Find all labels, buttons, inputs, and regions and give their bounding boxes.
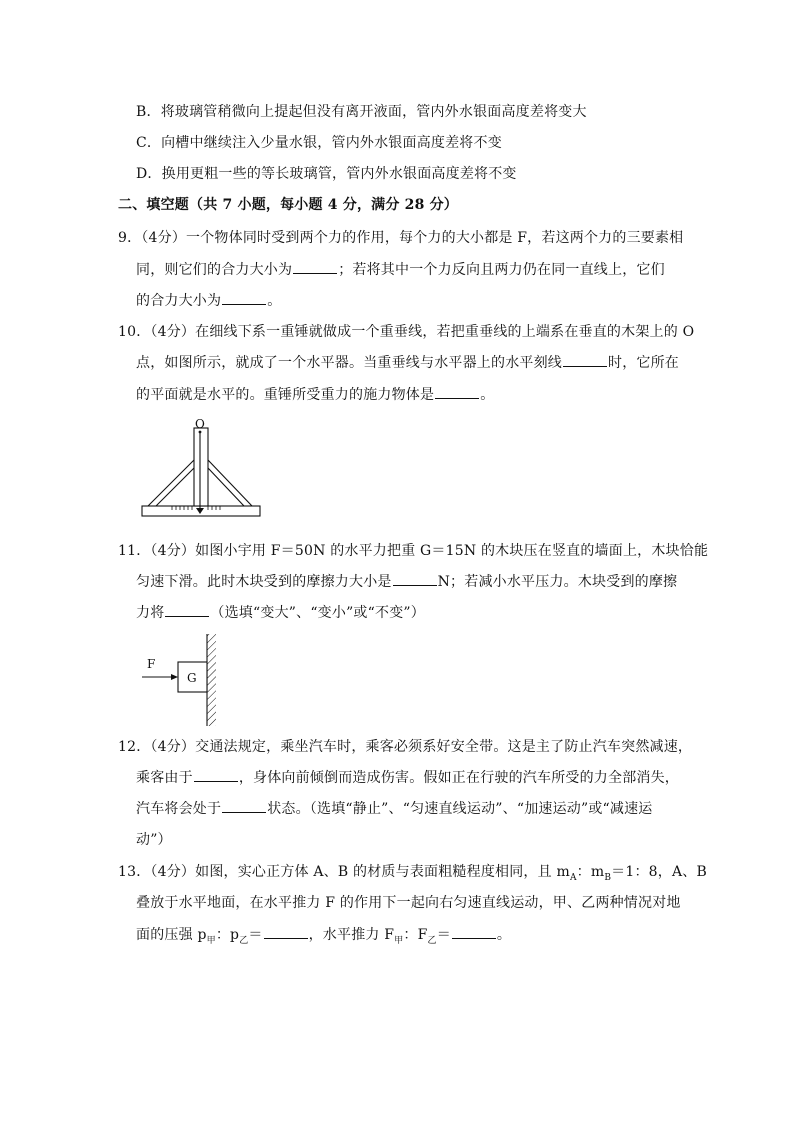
answer-blank [293, 260, 337, 274]
q10-text: 点，如图所示，就成了一个水平器。当重垂线与水平器上的水平刻线 [136, 355, 562, 371]
option-d: D．换用更粗一些的等长玻璃管，管内外水银面高度差将不变 [136, 166, 517, 182]
q9-text: ；若将其中一个力反向且两力仍在同一直线上，它们 [338, 262, 665, 278]
vertical-post [194, 428, 208, 506]
q13-sub: 乙 [239, 935, 249, 946]
q13-line2: 叠放于水平地面，在水平推力 F 的作用下一起向右匀速直线运动，甲、乙两种情况对地 [136, 895, 681, 911]
q13-sub: 乙 [427, 935, 437, 946]
q10-line1: 10．（4分）在细线下系一重锤就做成一个重垂线，若把重垂线的上端系在垂直的木架上的 O [118, 324, 695, 340]
q13-line1 [118, 862, 707, 888]
q9-line2 [136, 260, 665, 280]
answer-blank [194, 768, 238, 782]
q10-line3 [136, 385, 494, 405]
wall [207, 634, 216, 726]
q10-text: 的平面就是水平的。重锤所受重力的施力物体是 [136, 387, 435, 403]
level-figure [140, 418, 265, 522]
option-b: B．将玻璃管稍微向上提起但没有离开液面，管内外水银面高度差将变大 [136, 104, 587, 120]
q11-line1: 11．（4分）如图小宇用 F＝50N 的水平力把重 G＝15N 的木块压在竖直的墙面上，木块恰能 [118, 543, 709, 559]
q12-text: ，身体向前倾倒而造成伤害。假如正在行驶的汽车所受的力全部消失， [238, 770, 680, 786]
q13-text: ＝ [436, 927, 451, 943]
answer-blank [222, 799, 266, 813]
q9-text: 同，则它们的合力大小为 [136, 262, 293, 278]
q13-sub: A [569, 872, 577, 883]
answer-blank [563, 353, 607, 367]
answer-blank [222, 291, 266, 305]
q12-text: 乘客由于 [136, 770, 193, 786]
q12-text: 汽车将会处于 [136, 801, 222, 817]
block-label: G [187, 671, 197, 685]
answer-blank [452, 925, 496, 939]
q13-text: ：p [215, 927, 240, 943]
q11-text: （选填“变大”、“变小”或“不变”） [210, 605, 425, 621]
q12-line1: 12．（4分）交通法规定，乘坐汽车时，乘客必须系好安全带。这是主了防止汽车突然减速， [118, 739, 693, 755]
q13-sub: 甲 [206, 935, 216, 946]
q13-text: ：m [576, 864, 605, 880]
q13-line3 [136, 925, 511, 951]
q9-line3 [136, 291, 281, 311]
q13-text: 。 [496, 927, 512, 943]
q9-text: 的合力大小为 [136, 293, 222, 309]
q12-line2 [136, 768, 679, 788]
section-heading: 二、填空题（共 7 小题，每小题 4 分，满分 28 分） [118, 197, 459, 213]
q12-line3 [136, 799, 653, 819]
q13-text: ，水平推力 F [308, 927, 395, 943]
q11-text: 匀速下滑。此时木块受到的摩擦力大小是 [136, 574, 392, 590]
q13-text: ＝ [248, 927, 263, 943]
answer-blank [165, 603, 209, 617]
q9-line1: 9．（4分）一个物体同时受到两个力的作用，每个力的大小都是 F，若这两个力的三要素相 [118, 230, 684, 246]
q13-text: 13．（4分）如图，实心正方体 A、B 的材质与表面粗糙程度相同，且 m [118, 864, 570, 880]
q11-line2 [136, 572, 677, 592]
force-label: F [147, 657, 156, 671]
q10-text: 时，它所在 [608, 355, 679, 371]
q11-text: N；若减小水平压力。木块受到的摩擦 [437, 574, 678, 590]
q10-text: 。 [480, 387, 495, 403]
point-o-label: O [195, 417, 205, 431]
q9-text: 。 [267, 293, 282, 309]
answer-blank [393, 572, 437, 586]
answer-blank [264, 925, 308, 939]
q12-line4: 动”） [136, 832, 172, 848]
q10-line2 [136, 353, 679, 373]
answer-blank [435, 385, 479, 399]
q11-line3 [136, 603, 425, 623]
q12-text: 状态。（选填“静止”、“匀速直线运动”、“加速运动”或“减速运 [267, 801, 653, 817]
option-c: C．向槽中继续注入少量水银，管内外水银面高度差将不变 [136, 135, 502, 151]
q13-sub: 甲 [394, 935, 404, 946]
q11-text: 力将 [136, 605, 165, 621]
q13-text: 面的压强 p [136, 927, 207, 943]
q13-text: ：F [403, 927, 428, 943]
wall-block-figure [140, 632, 230, 728]
q13-sub: B [604, 872, 612, 883]
q13-text: ＝1：8，A、B [611, 864, 707, 880]
